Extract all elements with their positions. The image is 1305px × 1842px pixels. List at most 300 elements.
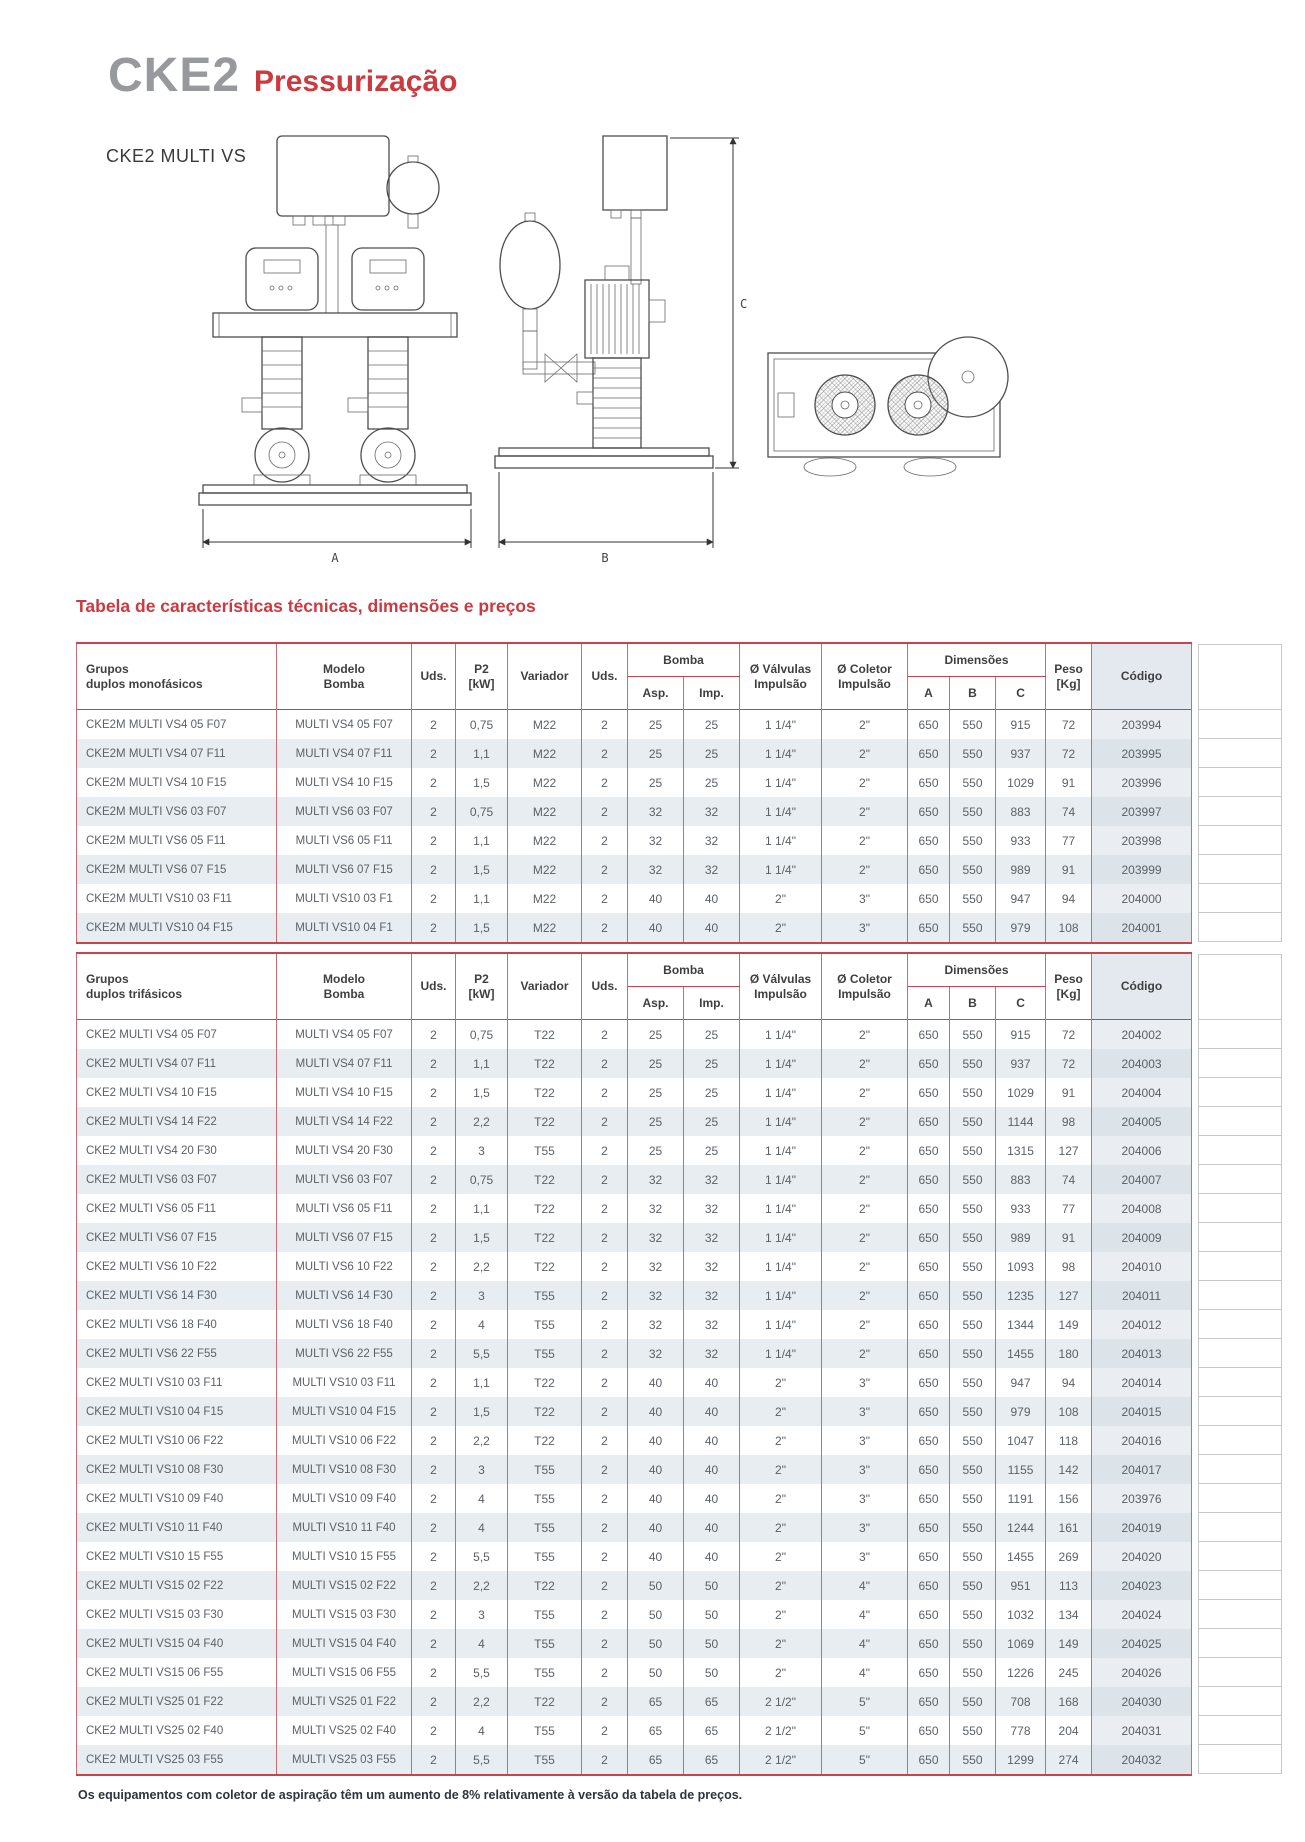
header-dim-c: C xyxy=(996,677,1046,710)
price-box xyxy=(1198,1541,1282,1571)
table-cell: 204031 xyxy=(1092,1716,1192,1745)
table-cell: 25 xyxy=(684,768,740,797)
table-cell: 2 xyxy=(582,1571,628,1600)
table-cell: 650 xyxy=(908,1078,950,1107)
table-row xyxy=(77,1542,1192,1571)
table-cell: 25 xyxy=(684,1136,740,1165)
table-cell: 550 xyxy=(950,1397,996,1426)
table-row xyxy=(77,1658,1192,1687)
table-cell: T55 xyxy=(508,1658,582,1687)
table-cell: 2 xyxy=(582,1368,628,1397)
table-cell: CKE2 MULTI VS6 18 F40 xyxy=(77,1310,277,1339)
table-cell: T22 xyxy=(508,1571,582,1600)
table-cell: 650 xyxy=(908,1165,950,1194)
table-row xyxy=(77,1455,1192,1484)
table-cell: CKE2 MULTI VS4 05 F07 xyxy=(77,1020,277,1050)
table-cell: 2 xyxy=(412,884,456,913)
table-cell: 204000 xyxy=(1092,884,1192,913)
table-cell: 2 xyxy=(582,1513,628,1542)
table-cell: 32 xyxy=(628,855,684,884)
table-cell: 2 xyxy=(412,1542,456,1571)
table-cell: 1,1 xyxy=(456,826,508,855)
table-cell: M22 xyxy=(508,913,582,943)
section-title: Tabela de características técnicas, dimensões e preços xyxy=(76,596,536,616)
table-cell: 2 xyxy=(582,826,628,855)
table-cell: M22 xyxy=(508,826,582,855)
table-cell: 2 xyxy=(582,1339,628,1368)
table-cell: 1,1 xyxy=(456,1049,508,1078)
table-cell: T55 xyxy=(508,1310,582,1339)
table-cell: 1144 xyxy=(996,1107,1046,1136)
table-cell: 550 xyxy=(950,1745,996,1775)
table-cell: 550 xyxy=(950,1658,996,1687)
table-cell: CKE2 MULTI VS6 03 F07 xyxy=(77,1165,277,1194)
table-cell: 1235 xyxy=(996,1281,1046,1310)
table-cell: 1 1/4" xyxy=(740,855,822,884)
table-cell: 951 xyxy=(996,1571,1046,1600)
price-box xyxy=(1198,954,1282,1020)
table-cell: 50 xyxy=(684,1658,740,1687)
table-cell: T22 xyxy=(508,1687,582,1716)
table-cell: 4 xyxy=(456,1484,508,1513)
table-cell: 32 xyxy=(628,1223,684,1252)
table-cell: 1 1/4" xyxy=(740,797,822,826)
table-cell: 2" xyxy=(822,1194,908,1223)
table-cell: CKE2 MULTI VS10 04 F15 xyxy=(77,1397,277,1426)
table-cell: 2 xyxy=(412,855,456,884)
table-cell: 2 xyxy=(412,1426,456,1455)
table-cell: 142 xyxy=(1046,1455,1092,1484)
table-cell: 650 xyxy=(908,855,950,884)
table-cell: 40 xyxy=(628,913,684,943)
table-cell: 650 xyxy=(908,1136,950,1165)
table-cell: 25 xyxy=(628,1049,684,1078)
table-row xyxy=(77,797,1192,826)
table-cell: 269 xyxy=(1046,1542,1092,1571)
table-cell: 2 xyxy=(582,884,628,913)
table-cell: 203995 xyxy=(1092,739,1192,768)
table-cell: 32 xyxy=(628,826,684,855)
table-row xyxy=(77,1745,1192,1775)
table-cell: 650 xyxy=(908,1687,950,1716)
table-cell: 550 xyxy=(950,1165,996,1194)
table-cell: T55 xyxy=(508,1136,582,1165)
price-box xyxy=(1198,1425,1282,1455)
table-row xyxy=(77,826,1192,855)
price-box xyxy=(1198,1628,1282,1658)
table-cell: 98 xyxy=(1046,1107,1092,1136)
page-title xyxy=(108,48,458,103)
table-cell: MULTI VS4 14 F22 xyxy=(277,1107,412,1136)
table-cell: 1 1/4" xyxy=(740,1310,822,1339)
table-cell: 50 xyxy=(684,1571,740,1600)
table-cell: T55 xyxy=(508,1716,582,1745)
price-box xyxy=(1198,1338,1282,1368)
table-cell: 0,75 xyxy=(456,1165,508,1194)
price-box xyxy=(1198,912,1282,942)
table-cell: 989 xyxy=(996,1223,1046,1252)
table-cell: 1029 xyxy=(996,1078,1046,1107)
table-cell: 2 xyxy=(412,1252,456,1281)
table-cell: 3" xyxy=(822,913,908,943)
table-cell: 550 xyxy=(950,1687,996,1716)
header-uds2: Uds. xyxy=(582,953,628,1020)
table-cell: 883 xyxy=(996,797,1046,826)
table-cell: 204002 xyxy=(1092,1020,1192,1050)
table-cell: 91 xyxy=(1046,1223,1092,1252)
table-cell: 1455 xyxy=(996,1339,1046,1368)
table-cell: CKE2M MULTI VS10 04 F15 xyxy=(77,913,277,943)
table-cell: 0,75 xyxy=(456,1020,508,1050)
table-cell: T55 xyxy=(508,1513,582,1542)
table-cell: MULTI VS15 04 F40 xyxy=(277,1629,412,1658)
table-cell: 2 xyxy=(412,1484,456,1513)
table-cell: CKE2 MULTI VS4 10 F15 xyxy=(77,1078,277,1107)
table-cell: 550 xyxy=(950,710,996,740)
table-cell: 25 xyxy=(628,710,684,740)
table-cell: 2 xyxy=(582,1542,628,1571)
table-cell: 1,5 xyxy=(456,1397,508,1426)
table-cell: MULTI VS25 01 F22 xyxy=(277,1687,412,1716)
table-cell: 156 xyxy=(1046,1484,1092,1513)
price-box xyxy=(1198,1367,1282,1397)
dimension-c-label: C xyxy=(740,297,748,311)
header-valvulas: Ø Válvulas Impulsão xyxy=(740,953,822,1020)
table-cell: 204024 xyxy=(1092,1600,1192,1629)
table-cell: 550 xyxy=(950,1542,996,1571)
table-cell: 25 xyxy=(628,1020,684,1050)
table-cell: 1,5 xyxy=(456,768,508,797)
table-cell: 203976 xyxy=(1092,1484,1192,1513)
table-cell: 2" xyxy=(740,913,822,943)
table-cell: MULTI VS4 10 F15 xyxy=(277,768,412,797)
table-cell: 2" xyxy=(822,855,908,884)
header-modelo: Modelo Bomba xyxy=(277,953,412,1020)
table-cell: 2 1/2" xyxy=(740,1745,822,1775)
table-cell: 1 1/4" xyxy=(740,1107,822,1136)
table-cell: T22 xyxy=(508,1426,582,1455)
table-row xyxy=(77,768,1192,797)
table-cell: CKE2 MULTI VS25 01 F22 xyxy=(77,1687,277,1716)
price-box xyxy=(1198,1570,1282,1600)
table-cell: 979 xyxy=(996,913,1046,943)
table-cell: 650 xyxy=(908,1600,950,1629)
table-cell: 32 xyxy=(628,1281,684,1310)
table-cell: 550 xyxy=(950,1078,996,1107)
table-cell: 1,1 xyxy=(456,1368,508,1397)
table-row xyxy=(77,1513,1192,1542)
header-uds2: Uds. xyxy=(582,643,628,710)
table-cell: 650 xyxy=(908,1281,950,1310)
table-cell: 2,2 xyxy=(456,1426,508,1455)
table-cell: 2" xyxy=(740,1368,822,1397)
table-cell: 947 xyxy=(996,884,1046,913)
price-box xyxy=(1198,1715,1282,1745)
table-cell: 1,1 xyxy=(456,1194,508,1223)
table-cell: M22 xyxy=(508,884,582,913)
table-cell: 915 xyxy=(996,710,1046,740)
price-box xyxy=(1198,1744,1282,1774)
table-cell: MULTI VS10 15 F55 xyxy=(277,1542,412,1571)
header-dim-a: A xyxy=(908,677,950,710)
table-cell: 650 xyxy=(908,739,950,768)
table-cell: 2" xyxy=(822,826,908,855)
table-cell: 550 xyxy=(950,768,996,797)
table-cell: 2" xyxy=(822,1078,908,1107)
table-cell: 550 xyxy=(950,826,996,855)
table-cell: 2 xyxy=(412,1165,456,1194)
table-cell: 98 xyxy=(1046,1252,1092,1281)
table-cell: 2 xyxy=(412,1600,456,1629)
header-codigo: Código xyxy=(1092,643,1192,710)
table-cell: 2" xyxy=(740,1542,822,1571)
spec-table-monophase xyxy=(76,642,1192,944)
table-cell: 1455 xyxy=(996,1542,1046,1571)
table-cell: 2 xyxy=(582,1078,628,1107)
table-cell: 650 xyxy=(908,797,950,826)
table-cell: 550 xyxy=(950,855,996,884)
table-cell: 650 xyxy=(908,1368,950,1397)
header-coletor: Ø Coletor Impulsão xyxy=(822,643,908,710)
table-cell: 650 xyxy=(908,768,950,797)
table-cell: 25 xyxy=(684,1078,740,1107)
table-cell: 2 xyxy=(412,1078,456,1107)
table-cell: 40 xyxy=(684,1397,740,1426)
table-cell: 2 xyxy=(582,1629,628,1658)
price-box xyxy=(1198,854,1282,884)
price-box xyxy=(1198,883,1282,913)
price-box xyxy=(1198,644,1282,710)
price-box xyxy=(1198,1454,1282,1484)
dimension-b-label: B xyxy=(601,551,609,565)
table-cell: 2 xyxy=(582,1658,628,1687)
table-cell: 2" xyxy=(822,1049,908,1078)
table-row xyxy=(77,1020,1192,1050)
table-cell: 650 xyxy=(908,1658,950,1687)
table-cell: CKE2M MULTI VS10 03 F11 xyxy=(77,884,277,913)
table-cell: 2,2 xyxy=(456,1687,508,1716)
table-cell: 2 xyxy=(582,1107,628,1136)
table-cell: 118 xyxy=(1046,1426,1092,1455)
header-modelo: Modelo Bomba xyxy=(277,643,412,710)
price-box xyxy=(1198,1019,1282,1049)
table-row xyxy=(77,1310,1192,1339)
table-cell: 40 xyxy=(628,1513,684,1542)
table-row xyxy=(77,1716,1192,1745)
table-cell: 1244 xyxy=(996,1513,1046,1542)
table-cell: 91 xyxy=(1046,855,1092,884)
table-cell: 32 xyxy=(628,1339,684,1368)
table-cell: 650 xyxy=(908,1252,950,1281)
header-codigo: Código xyxy=(1092,953,1192,1020)
table-cell: 161 xyxy=(1046,1513,1092,1542)
header-bomba: Bomba xyxy=(628,953,740,987)
table-cell: MULTI VS6 18 F40 xyxy=(277,1310,412,1339)
table-row xyxy=(77,1629,1192,1658)
table-cell: 25 xyxy=(628,768,684,797)
header-grupos: Grupos duplos trifásicos xyxy=(77,953,277,1020)
table-cell: 1 1/4" xyxy=(740,768,822,797)
table-cell: 2 1/2" xyxy=(740,1687,822,1716)
price-box xyxy=(1198,1164,1282,1194)
table-cell: 550 xyxy=(950,1484,996,1513)
table-cell: 2 xyxy=(582,1252,628,1281)
table-cell: M22 xyxy=(508,739,582,768)
table-cell: 25 xyxy=(684,710,740,740)
table-cell: 2" xyxy=(740,1571,822,1600)
price-box xyxy=(1198,1077,1282,1107)
table-cell: 2 xyxy=(412,1281,456,1310)
table-cell: 204001 xyxy=(1092,913,1192,943)
table-cell: 65 xyxy=(628,1716,684,1745)
table-cell: 2 xyxy=(412,710,456,740)
table-cell: 72 xyxy=(1046,1020,1092,1050)
table-cell: 1 1/4" xyxy=(740,1136,822,1165)
table-cell: 168 xyxy=(1046,1687,1092,1716)
table-cell: 25 xyxy=(684,739,740,768)
table-cell: 1,1 xyxy=(456,884,508,913)
table-cell: MULTI VS6 05 F11 xyxy=(277,826,412,855)
table-cell: 1 1/4" xyxy=(740,1252,822,1281)
table-cell: 40 xyxy=(628,1542,684,1571)
table-cell: 1 1/4" xyxy=(740,1165,822,1194)
table-cell: 933 xyxy=(996,1194,1046,1223)
side-view-drawing xyxy=(485,130,755,575)
table-cell: 2" xyxy=(740,1426,822,1455)
table-cell: 40 xyxy=(628,1397,684,1426)
table-cell: 550 xyxy=(950,1020,996,1050)
table-cell: 32 xyxy=(628,1194,684,1223)
header-variador: Variador xyxy=(508,643,582,710)
price-box xyxy=(1198,709,1282,739)
top-view-drawing xyxy=(760,315,1030,510)
header-dimensoes: Dimensões xyxy=(908,643,1046,677)
table-cell: 550 xyxy=(950,797,996,826)
table-cell: 2 xyxy=(412,1716,456,1745)
table-cell: 708 xyxy=(996,1687,1046,1716)
table-cell: T55 xyxy=(508,1600,582,1629)
brand-subtitle: Pressurização xyxy=(254,65,458,98)
header-peso: Peso [Kg] xyxy=(1046,643,1092,710)
price-box xyxy=(1198,1106,1282,1136)
table-cell: MULTI VS4 07 F11 xyxy=(277,1049,412,1078)
table-cell: 72 xyxy=(1046,739,1092,768)
table-cell: 2" xyxy=(822,1281,908,1310)
price-box xyxy=(1198,1396,1282,1426)
table-cell: 204025 xyxy=(1092,1629,1192,1658)
table-cell: 650 xyxy=(908,1020,950,1050)
table-cell: 0,75 xyxy=(456,710,508,740)
table-row xyxy=(77,1194,1192,1223)
table-cell: 550 xyxy=(950,1339,996,1368)
table-cell: 50 xyxy=(628,1600,684,1629)
table-cell: 1 1/4" xyxy=(740,1020,822,1050)
table-cell: CKE2M MULTI VS6 07 F15 xyxy=(77,855,277,884)
table-cell: CKE2 MULTI VS10 15 F55 xyxy=(77,1542,277,1571)
table-cell: 25 xyxy=(684,1049,740,1078)
table-cell: 2 xyxy=(582,1194,628,1223)
table-cell: 2" xyxy=(740,1629,822,1658)
table-cell: 204010 xyxy=(1092,1252,1192,1281)
table-cell: 550 xyxy=(950,913,996,943)
table-cell: 2" xyxy=(822,1223,908,1252)
price-box-column xyxy=(1198,642,1282,941)
table-cell: 203997 xyxy=(1092,797,1192,826)
table-row xyxy=(77,1484,1192,1513)
table-cell: 650 xyxy=(908,1542,950,1571)
table-cell: CKE2 MULTI VS10 09 F40 xyxy=(77,1484,277,1513)
table-cell: 550 xyxy=(950,1049,996,1078)
table-row xyxy=(77,1571,1192,1600)
brand-name: CKE2 xyxy=(108,49,241,102)
price-box xyxy=(1198,738,1282,768)
table-cell: 2,2 xyxy=(456,1571,508,1600)
price-box xyxy=(1198,825,1282,855)
price-box xyxy=(1198,1657,1282,1687)
table-row xyxy=(77,1339,1192,1368)
table-cell: 650 xyxy=(908,826,950,855)
table-cell: 108 xyxy=(1046,1397,1092,1426)
table-row xyxy=(77,1252,1192,1281)
table-cell: 32 xyxy=(628,1252,684,1281)
table-cell: 2 xyxy=(412,913,456,943)
table-cell: MULTI VS10 11 F40 xyxy=(277,1513,412,1542)
header-variador: Variador xyxy=(508,953,582,1020)
price-box xyxy=(1198,1193,1282,1223)
table-cell: 65 xyxy=(628,1745,684,1775)
table-cell: 550 xyxy=(950,1252,996,1281)
table-cell: 2 xyxy=(412,1020,456,1050)
table-cell: 1155 xyxy=(996,1455,1046,1484)
table-cell: 2" xyxy=(822,710,908,740)
table-cell: 91 xyxy=(1046,1078,1092,1107)
table-cell: 2 xyxy=(412,1223,456,1252)
table-cell: 3" xyxy=(822,1368,908,1397)
table-cell: 203994 xyxy=(1092,710,1192,740)
table-cell: M22 xyxy=(508,797,582,826)
table-cell: 32 xyxy=(628,797,684,826)
table-cell: M22 xyxy=(508,855,582,884)
table-cell: 5,5 xyxy=(456,1658,508,1687)
table-cell: 1 1/4" xyxy=(740,1223,822,1252)
table-cell: MULTI VS6 14 F30 xyxy=(277,1281,412,1310)
table-cell: 2" xyxy=(822,1165,908,1194)
table-cell: 204005 xyxy=(1092,1107,1192,1136)
table-row xyxy=(77,1165,1192,1194)
table-cell: MULTI VS6 22 F55 xyxy=(277,1339,412,1368)
table-cell: 204 xyxy=(1046,1716,1092,1745)
table-cell: 3 xyxy=(456,1136,508,1165)
table-cell: 1 1/4" xyxy=(740,739,822,768)
table-cell: MULTI VS4 05 F07 xyxy=(277,1020,412,1050)
table-row xyxy=(77,913,1192,943)
table-cell: T22 xyxy=(508,1397,582,1426)
header-coletor: Ø Coletor Impulsão xyxy=(822,953,908,1020)
table-cell: 650 xyxy=(908,1484,950,1513)
table-cell: 650 xyxy=(908,884,950,913)
table-cell: 50 xyxy=(628,1629,684,1658)
table-cell: CKE2 MULTI VS4 07 F11 xyxy=(77,1049,277,1078)
table-cell: 32 xyxy=(684,1223,740,1252)
table-cell: 2" xyxy=(822,1107,908,1136)
table-cell: MULTI VS6 05 F11 xyxy=(277,1194,412,1223)
table-cell: CKE2 MULTI VS10 03 F11 xyxy=(77,1368,277,1397)
table-cell: 5" xyxy=(822,1687,908,1716)
table-cell: 2" xyxy=(740,1397,822,1426)
table-cell: 2 xyxy=(582,1426,628,1455)
table-row xyxy=(77,1223,1192,1252)
table-cell: 1 1/4" xyxy=(740,826,822,855)
